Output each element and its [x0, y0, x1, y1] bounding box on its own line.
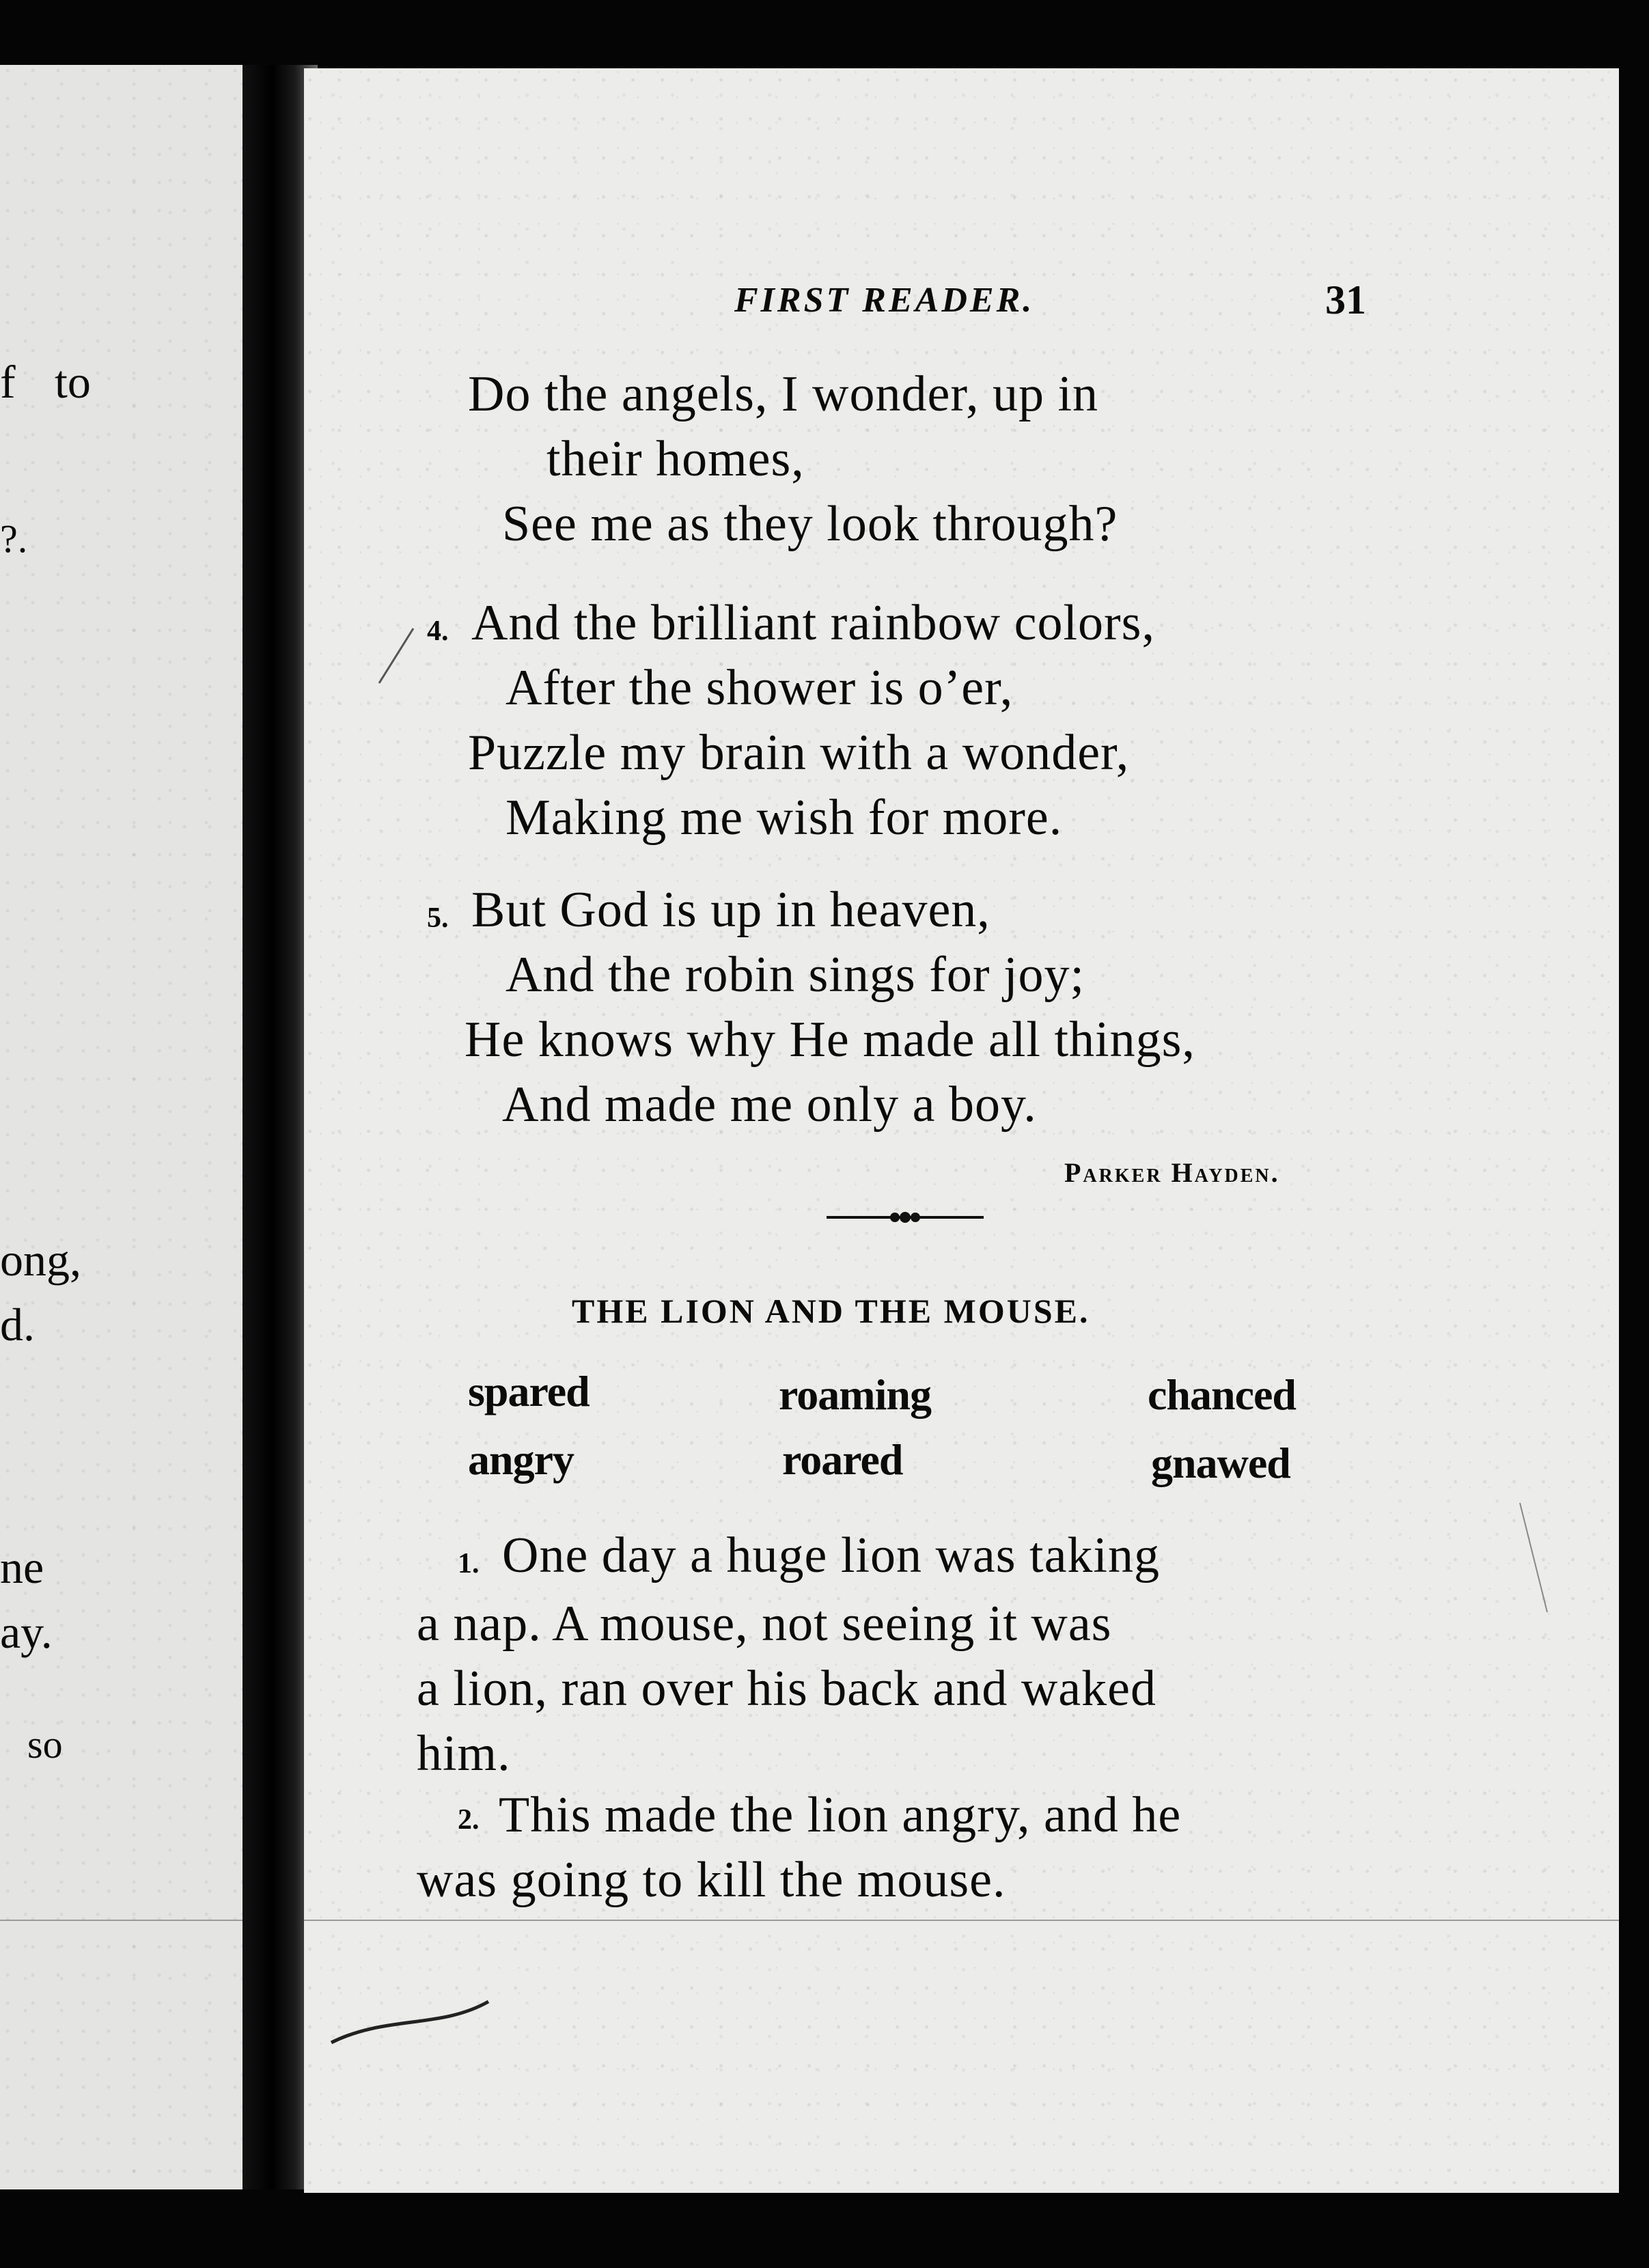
stanza-number: 5.: [427, 902, 449, 934]
left-page-fragment: so: [27, 1722, 63, 1767]
page-number: 31: [1325, 277, 1366, 322]
poem-line: Do the angels, I wonder, up in: [468, 366, 1099, 422]
prose-line: a lion, ran over his back and waked: [417, 1661, 1156, 1717]
poem-line: Making me wish for more.: [505, 790, 1063, 846]
left-page-fragment: ay.: [0, 1606, 53, 1658]
poem-line: And made me only a boy.: [502, 1077, 1037, 1133]
left-page-fragment: to: [55, 356, 91, 408]
poem-line: And the brilliant rainbow colors,: [471, 595, 1155, 651]
left-page-fragment: f: [0, 356, 16, 408]
vocab-word: gnawed: [1151, 1439, 1290, 1487]
paragraph-number: 2.: [458, 1804, 480, 1836]
vocab-word: roared: [782, 1435, 903, 1484]
vocab-word: chanced: [1148, 1370, 1296, 1419]
poem-line: their homes,: [546, 431, 805, 487]
prose-line: a nap. A mouse, not seeing it was: [417, 1596, 1112, 1652]
page-rule: [304, 1920, 1619, 1921]
vocab-word: angry: [468, 1435, 574, 1484]
lesson-title: THE LION AND THE MOUSE.: [572, 1292, 1090, 1330]
prose-line: him.: [417, 1726, 511, 1782]
left-page-fragment: ong,: [0, 1234, 81, 1286]
left-page-rule: [0, 1920, 242, 1921]
book-page: [304, 68, 1619, 2193]
prose-line: This made the lion angry, and he: [499, 1787, 1182, 1843]
left-page-fragment: d.: [0, 1299, 35, 1351]
poem-line: After the shower is o’er,: [505, 660, 1014, 716]
poem-line: But God is up in heaven,: [471, 882, 990, 938]
prose-line: One day a huge lion was taking: [502, 1527, 1160, 1584]
poem-line: And the robin sings for joy;: [505, 947, 1085, 1003]
prose-line: was going to kill the mouse.: [417, 1852, 1006, 1908]
vocab-word: roaming: [779, 1370, 931, 1419]
poem-attribution: Parker Hayden.: [1064, 1157, 1280, 1188]
poem-line: Puzzle my brain with a wonder,: [468, 725, 1130, 781]
running-head-title: FIRST READER.: [734, 281, 1035, 320]
poem-line: See me as they look through?: [502, 496, 1118, 552]
ornament-divider: [827, 1204, 984, 1231]
vocab-word: spared: [468, 1367, 590, 1415]
stanza-number: 4.: [427, 616, 449, 647]
left-page-fragment: ?.: [0, 516, 28, 561]
paragraph-number: 1.: [458, 1548, 480, 1579]
left-page-fragment: ne: [0, 1541, 44, 1593]
poem-line: He knows why He made all things,: [465, 1012, 1195, 1068]
left-facing-page: [0, 65, 242, 2189]
